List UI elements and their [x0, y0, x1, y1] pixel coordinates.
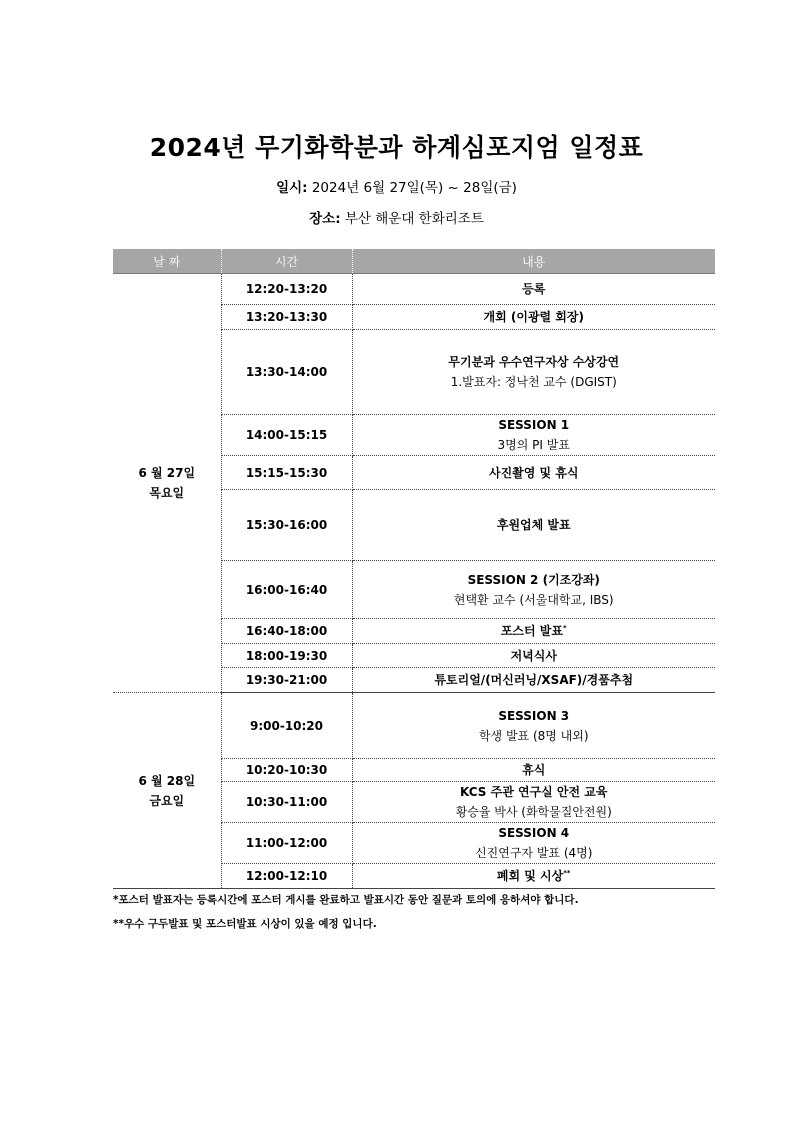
time-cell: 16:40-18:00 [221, 619, 352, 644]
item-detail: 학생 발표 (8명 내외) [478, 728, 589, 743]
day-weekday: 목요일 [149, 486, 185, 500]
content-cell [352, 490, 715, 561]
footnote-mark: ** [563, 869, 571, 877]
content-cell [352, 619, 715, 644]
day-date: 6 월 28일 [138, 773, 196, 788]
date-label: 일시: [276, 180, 308, 196]
day-weekday: 금요일 [149, 793, 185, 808]
time-cell: 19:30-21:00 [221, 668, 352, 693]
content-cell [352, 274, 715, 305]
time-cell: 16:00-16:40 [221, 561, 352, 619]
item-detail: 신진연구자 발표 (4명) [475, 846, 593, 860]
time-cell: 18:00-19:30 [221, 644, 352, 668]
item-title: SESSION 1 [498, 418, 570, 432]
event-date [0, 176, 793, 196]
item-title: 개회 (이광렬 회장) [483, 310, 584, 324]
item-detail: 1.발표자: 정낙천 교수 (DGIST) [450, 375, 617, 389]
time-cell: 9:00-10:20 [221, 693, 352, 759]
day-date: 6 월 27일 [138, 466, 196, 480]
header-time: 시간 [221, 249, 352, 274]
item-title: 폐회 및 시상 [496, 869, 564, 883]
footnote-mark: * [562, 624, 567, 632]
item-title: 튜토리얼/(머신러닝/XSAF)/경품추첨 [434, 673, 634, 687]
place-value: 부산 해운대 한화리조트 [344, 211, 484, 227]
item-detail: 황승율 박사 (화학물질안전원) [455, 805, 612, 819]
time-cell: 15:15-15:30 [221, 456, 352, 490]
content-cell [352, 561, 715, 619]
item-title: SESSION 4 [498, 826, 570, 840]
content-cell [352, 330, 715, 415]
time-cell: 13:30-14:00 [221, 330, 352, 415]
table-row [113, 693, 715, 759]
content-cell [352, 864, 715, 889]
time-cell: 12:20-13:20 [221, 274, 352, 305]
content-cell [352, 415, 715, 456]
item-title: SESSION 2 (기조강좌) [467, 572, 600, 587]
item-title: 사진촬영 및 휴식 [488, 465, 579, 480]
time-cell: 12:00-12:10 [221, 864, 352, 889]
event-place [0, 207, 793, 227]
schedule-table [113, 249, 715, 889]
item-title: 휴식 [522, 763, 546, 777]
item-title: 등록 [522, 282, 546, 296]
content-cell [352, 644, 715, 668]
header-content: 내용 [352, 249, 715, 274]
item-detail: 현택환 교수 (서울대학교, IBS) [453, 592, 614, 607]
item-title: 저녁식사 [510, 648, 557, 663]
time-cell: 10:30-11:00 [221, 782, 352, 823]
footnote-award: **우수 구두발표 및 포스터발표 시상이 있을 예정 입니다. [113, 918, 377, 930]
content-cell [352, 823, 715, 864]
header-date: 날 짜 [113, 249, 221, 274]
content-cell [352, 305, 715, 330]
time-cell: 10:20-10:30 [221, 759, 352, 782]
item-title: 포스터 발표 [500, 624, 563, 638]
item-title: 무기분과 우수연구자상 수상강연 [448, 355, 620, 369]
time-cell: 15:30-16:00 [221, 490, 352, 561]
day-cell-1 [113, 274, 221, 693]
time-cell: 11:00-12:00 [221, 823, 352, 864]
item-detail: 3명의 PI 발표 [497, 438, 570, 452]
content-cell [352, 782, 715, 823]
footnote-poster: *포스터 발표자는 등록시간에 포스터 게시를 완료하고 발표시간 동안 질문과 토의에 응하셔야 합니다. [113, 894, 579, 906]
time-cell: 13:20-13:30 [221, 305, 352, 330]
content-cell [352, 668, 715, 693]
content-cell [352, 759, 715, 782]
date-value: 2024년 6월 27일(목) ~ 28일(금) [311, 180, 517, 196]
page-title: 2024년 무기화학분과 하계심포지엄 일정표 [149, 133, 644, 162]
day-cell-2 [113, 693, 221, 889]
table-row [113, 274, 715, 305]
table-header-row [113, 249, 715, 274]
item-title: 후원업체 발표 [496, 518, 571, 532]
item-title: SESSION 3 [498, 708, 570, 723]
time-cell: 14:00-15:15 [221, 415, 352, 456]
content-cell [352, 693, 715, 759]
place-label: 장소: [309, 211, 341, 227]
content-cell [352, 456, 715, 490]
item-title: KCS 주관 연구실 안전 교육 [460, 785, 608, 799]
